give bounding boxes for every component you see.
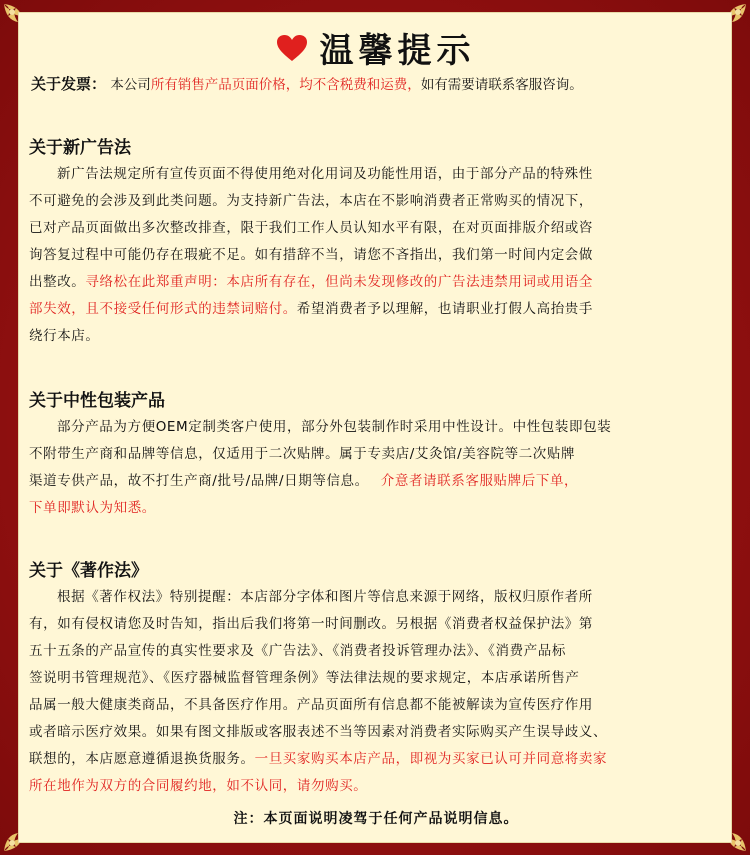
neutral-line: 渠道专供产品，故不打生产商/批号/品牌/日期等信息。 介意者请联系客服贴牌后下单， (29, 473, 579, 489)
copyright-line: 品属一般大健康类商品，不具备医疗作用。产品页面所有信息都不能被解读为宣传医疗作用 (29, 697, 593, 713)
copyright-line: 联想的，本店愿意遵循退换货服务。一旦买家购买本店产品，即视为买家已认可并同意将卖家 (29, 751, 608, 767)
copyright-line: 签说明书管理规范》、《医疗器械监督管理条例》等法律法规的要求规定，本店承诺所售产 (29, 670, 580, 686)
neutral-body (29, 414, 719, 522)
title-text: 温馨提示 (319, 31, 476, 71)
invoice-red: 所有销售产品页面价格，均不含税费和运费， (150, 77, 421, 93)
notice-panel (18, 12, 732, 843)
ad-law-line: 绕行本店。 (29, 328, 100, 344)
neutral-line: 下单即默认为知悉。 (29, 500, 156, 516)
copyright-line: 有，如有侵权请您及时告知，指出后我们将第一时间删改。另根据《消费者权益保护法》第 (29, 616, 593, 632)
ad-law-line: 部失效，且不接受任何形式的违禁词赔付。希望消费者予以理解，也请职业打假人高抬贵手 (29, 301, 594, 317)
neutral-heading: 关于中性包装产品 (29, 391, 165, 411)
invoice-label: 关于发票： (31, 75, 107, 93)
ad-law-line: 已对产品页面做出多次整改排查，限于我们工作人员认知水平有限，在对页面排版介绍或咨 (29, 220, 593, 236)
copyright-heading: 关于《著作法》 (29, 561, 148, 581)
ad-law-heading: 关于新广告法 (29, 138, 131, 158)
copyright-line: 或者暗示医疗效果。如果有图文排版或客服表述不当等因素对消费者实际购买产生误导歧义、 (29, 724, 608, 740)
copyright-line: 根据《著作权法》特别提醒：本店部分字体和图片等信息来源于网络，版权归原作者所 (57, 589, 593, 605)
neutral-line: 部分产品为方便OEM定制类客户使用，部分外包装制作时采用中性设计。中性包装即包装 (57, 419, 612, 435)
ad-law-line: 询答复过程中可能仍存在瑕疵不足。如有措辞不当，请您不吝指出，我们第一时间内定会做 (29, 247, 593, 263)
footer-note: 注：本页面说明凌驾于任何产品说明信息。 (233, 811, 519, 827)
ad-law-line: 出整改。寻络松在此郑重声明：本店所有存在，但尚未发现修改的广告法违禁用词或用语全 (29, 274, 594, 290)
invoice-line (31, 73, 721, 94)
copyright-line: 所在地作为双方的合同履约地，如不认同，请勿购买。 (29, 778, 368, 794)
invoice-pre: 本公司 (110, 77, 151, 93)
invoice-post: 如有需要请联系客服咨询。 (420, 77, 583, 93)
ad-law-line: 不可避免的会涉及到此类问题。为支持新广告法，本店在不影响消费者正常购买的情况下， (29, 193, 593, 209)
ad-law-body (29, 161, 719, 350)
neutral-line: 不附带生产商和品牌等信息，仅适用于二次贴牌。属于专卖店/艾灸馆/美容院等二次贴牌 (29, 446, 576, 462)
copyright-body (29, 584, 719, 800)
heart-icon (276, 34, 308, 62)
copyright-line: 五十五条的产品宣传的真实性要求及《广告法》、《消费者投诉管理办法》、《消费产品标 (29, 643, 566, 659)
page-title (19, 23, 733, 73)
ad-law-line: 新广告法规定所有宣传页面不得使用绝对化用词及功能性用语，由于部分产品的特殊性 (57, 166, 593, 182)
